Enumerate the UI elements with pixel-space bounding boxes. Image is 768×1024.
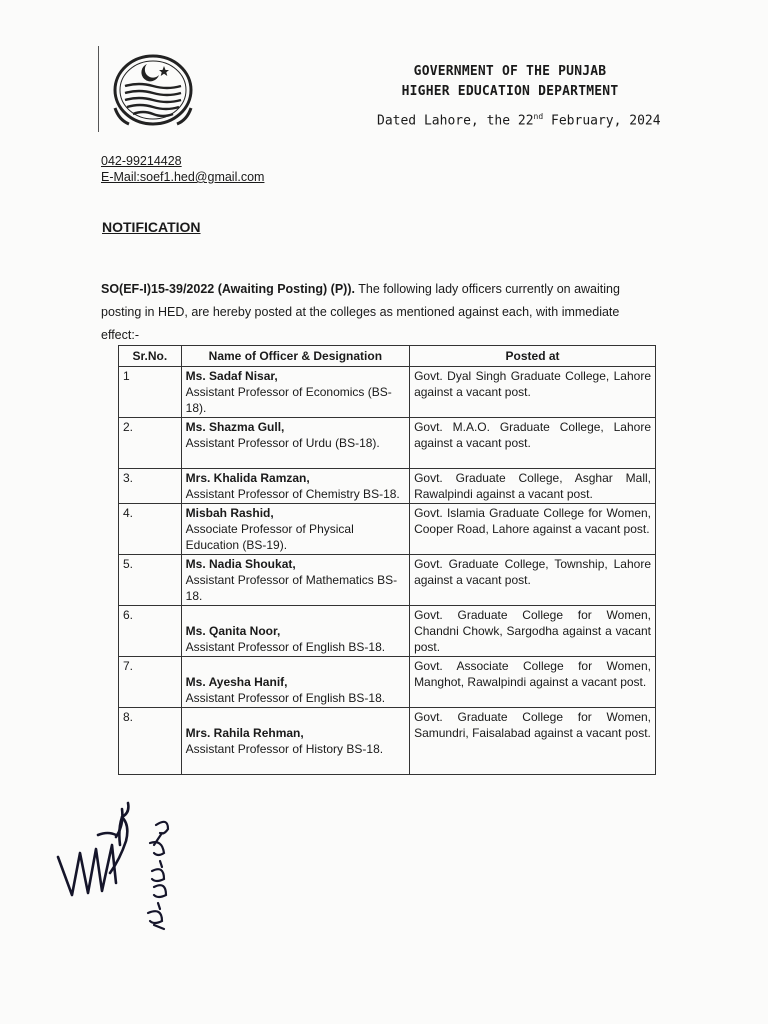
- table-row: [119, 657, 656, 708]
- posted-at: Govt. Graduate College for Women, Samundri, Faisalabad against a vacant post.: [410, 708, 656, 775]
- officer-designation: Assistant Professor of History BS-18.: [185, 742, 384, 756]
- department-name: HIGHER EDUCATION DEPARTMENT: [401, 84, 619, 99]
- punjab-government-logo: [98, 46, 201, 132]
- table-row: [119, 555, 656, 606]
- reference-number: SO(EF-I)15-39/2022 (Awaiting Posting) (P)).: [101, 282, 355, 296]
- officer-designation: Assistant Professor of Mathematics BS-18.: [185, 573, 398, 603]
- notification-text: The following lady officers currently on awaiting posting in HED, are hereby posted at the colleges as mentioned against each, with immediate effect:-: [101, 282, 620, 342]
- officer-name: Ms. Sadaf Nisar,: [185, 369, 278, 383]
- officer-designation: Assistant Professor of Economics (BS-18).: [185, 385, 392, 415]
- serial-number: 8.: [119, 708, 182, 775]
- serial-number: 7.: [119, 657, 182, 708]
- posted-at: Govt. Graduate College, Asghar Mall, Rawalpindi against a vacant post.: [410, 469, 656, 504]
- officer-cell: [181, 469, 409, 504]
- officer-name: Ms. Shazma Gull,: [185, 420, 285, 434]
- serial-number: 6.: [119, 606, 182, 657]
- government-name: GOVERNMENT OF THE PUNJAB: [413, 64, 607, 79]
- table-row: [119, 469, 656, 504]
- phone-number: 042-99214428: [101, 154, 182, 168]
- issue-date: Dated Lahore, the 22nd February, 2024: [377, 112, 661, 129]
- table-header-row: [119, 346, 656, 367]
- posted-at: Govt. Graduate College for Women, Chandni Chowk, Sargodha against a vacant post.: [410, 606, 656, 657]
- officer-designation: Assistant Professor of Chemistry BS-18.: [185, 487, 400, 501]
- table-row: [119, 367, 656, 418]
- officer-cell: [181, 504, 409, 555]
- punjab-emblem-icon: [107, 48, 199, 132]
- table-row: [119, 504, 656, 555]
- officer-cell: [181, 418, 409, 469]
- column-header-posted-at: Posted at: [410, 346, 656, 367]
- email-address: E-Mail:soef1.hed@gmail.com: [101, 170, 265, 184]
- officer-name: Misbah Rashid,: [185, 506, 274, 520]
- column-header-name: Name of Officer & Designation: [181, 346, 409, 367]
- serial-number: 4.: [119, 504, 182, 555]
- serial-number: 2.: [119, 418, 182, 469]
- serial-number: 5.: [119, 555, 182, 606]
- serial-number: 1: [119, 367, 182, 418]
- handwritten-signature: [50, 795, 190, 935]
- postings-table: [118, 345, 656, 775]
- column-header-sr: Sr.No.: [119, 346, 182, 367]
- officer-name: Ms. Qanita Noor,: [185, 624, 281, 638]
- officer-designation: Assistant Professor of English BS-18.: [185, 691, 386, 705]
- officer-cell: [181, 708, 409, 775]
- serial-number: 3.: [119, 469, 182, 504]
- officer-cell: [181, 606, 409, 657]
- officer-cell: [181, 657, 409, 708]
- officer-name: Mrs. Khalida Ramzan,: [185, 471, 310, 485]
- posted-at: Govt. Associate College for Women, Manghot, Rawalpindi against a vacant post.: [410, 657, 656, 708]
- notification-body: [101, 278, 657, 347]
- table-row: [119, 708, 656, 775]
- officer-designation: Assistant Professor of English BS-18.: [185, 640, 386, 654]
- posted-at: Govt. Dyal Singh Graduate College, Lahore against a vacant post.: [410, 367, 656, 418]
- officer-cell: [181, 555, 409, 606]
- posted-at: Govt. Graduate College, Township, Lahore against a vacant post.: [410, 555, 656, 606]
- officer-name: Ms. Nadia Shoukat,: [185, 557, 296, 571]
- posted-at: Govt. Islamia Graduate College for Women, Cooper Road, Lahore against a vacant post.: [410, 504, 656, 555]
- officer-name: Mrs. Rahila Rehman,: [185, 726, 304, 740]
- officer-designation: Assistant Professor of Urdu (BS-18).: [185, 436, 380, 450]
- table-row: [119, 606, 656, 657]
- letterhead-title: [360, 62, 660, 102]
- contact-info: [101, 153, 264, 185]
- officer-cell: [181, 367, 409, 418]
- officer-name: Ms. Ayesha Hanif,: [185, 675, 288, 689]
- notification-title: NOTIFICATION: [102, 219, 201, 235]
- posted-at: Govt. M.A.O. Graduate College, Lahore against a vacant post.: [410, 418, 656, 469]
- officer-designation: Associate Professor of Physical Education (BS-19).: [185, 522, 354, 552]
- table-row: [119, 418, 656, 469]
